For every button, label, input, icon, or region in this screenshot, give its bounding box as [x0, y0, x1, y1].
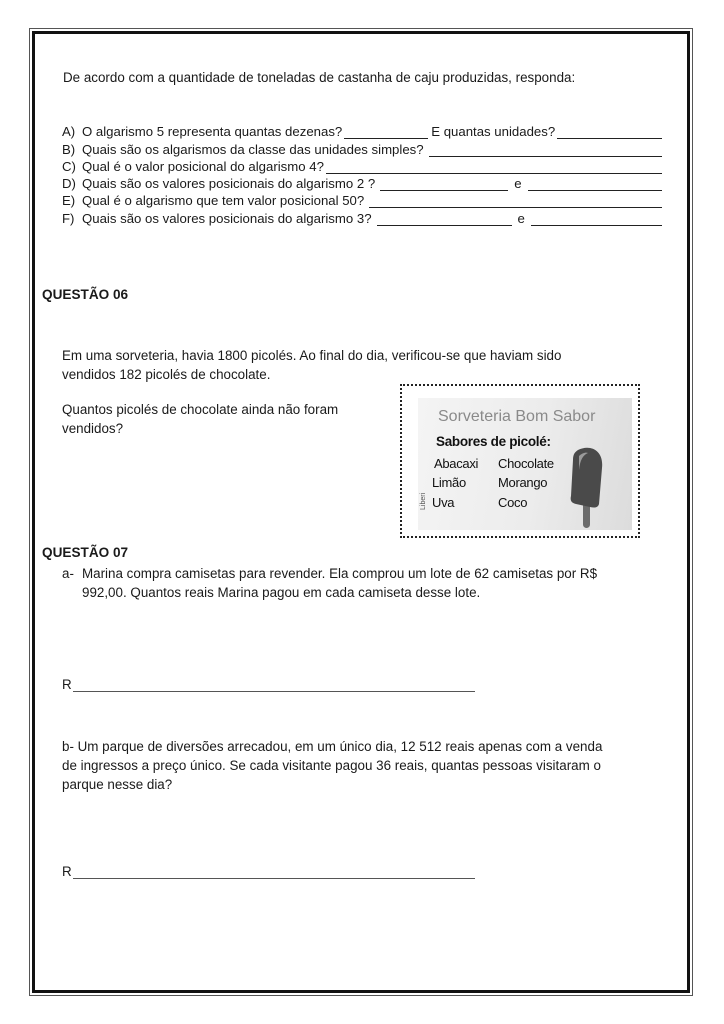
answer-line-07b[interactable]: R: [62, 864, 475, 879]
sign-subtitle: Sabores de picolé:: [436, 434, 551, 449]
answer-line-07a[interactable]: R: [62, 677, 475, 692]
question-05-list: [62, 122, 662, 226]
question-c: C) Qual é o valor posicional do algarismo 4?: [62, 157, 662, 174]
answer-blank[interactable]: [528, 178, 662, 191]
answer-blank[interactable]: [73, 865, 475, 879]
question-a: A) O algarismo 5 representa quantas dezenas? E quantas unidades?: [62, 122, 662, 139]
question-06-statement: Em uma sorveteria, havia 1800 picolés. Ao final do dia, verificou-se que haviam sido vendidos 182 picolés de chocolate.: [62, 348, 562, 382]
answer-blank[interactable]: [344, 126, 428, 139]
answer-blank[interactable]: [369, 195, 662, 208]
ice-cream-shop-image: [400, 384, 640, 538]
question-06-heading: QUESTÃO 06: [42, 287, 129, 302]
flavor-item: Limão: [432, 475, 466, 490]
question-07-heading: QUESTÃO 07: [42, 545, 129, 560]
image-credit: Liberi: [420, 492, 427, 510]
answer-blank[interactable]: [326, 161, 662, 174]
question-07a: a- Marina compra camisetas para revender. Ela comprou um lote de 62 camisetas por R$ 992,00. Quantos reais Marina pagou em cada camiseta desse lote.: [62, 566, 598, 600]
question-d: D) Quais são os valores posicionais do algarismo 2 ? e: [62, 174, 662, 191]
sign-title: Sorveteria Bom Sabor: [438, 408, 596, 425]
flavor-item: Chocolate: [498, 456, 554, 471]
flavor-item: Morango: [498, 475, 548, 490]
flavor-item: Coco: [498, 495, 528, 510]
question-07b: b- Um parque de diversões arrecadou, em um único dia, 12 512 reais apenas com a venda de ingressos a preço único. Se cada visitante pagou 36 reais, quantas pessoas visitaram o parque nesse dia?: [62, 739, 603, 792]
answer-blank[interactable]: [531, 213, 662, 226]
question-f: F) Quais são os valores posicionais do algarismo 3? e: [62, 208, 662, 225]
flavor-item: Abacaxi: [434, 456, 479, 471]
answer-blank[interactable]: [429, 144, 662, 157]
intro-text: De acordo com a quantidade de toneladas de castanha de caju produzidas, responda:: [63, 70, 576, 85]
popsicle-icon: [568, 446, 608, 532]
answer-blank[interactable]: [380, 178, 508, 191]
question-06-prompt: Quantos picolés de chocolate ainda não foram vendidos?: [62, 402, 339, 436]
answer-blank[interactable]: [377, 213, 512, 226]
flavor-item: Uva: [432, 495, 455, 510]
question-e: E) Qual é o algarismo que tem valor posicional 50?: [62, 191, 662, 208]
answer-blank[interactable]: [557, 126, 662, 139]
ice-cream-sign: [418, 398, 632, 530]
answer-blank[interactable]: [73, 678, 475, 692]
question-b: B) Quais são os algarismos da classe das unidades simples?: [62, 139, 662, 156]
